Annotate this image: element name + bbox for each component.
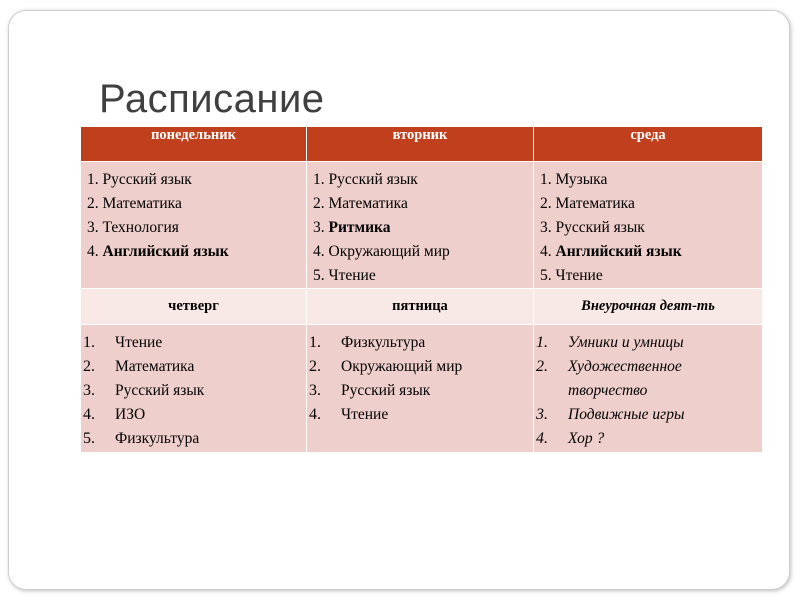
item-number: 1. bbox=[536, 334, 548, 351]
item-text: Чтение bbox=[115, 334, 163, 351]
item-number: 3. bbox=[87, 219, 103, 236]
item-number: 1. bbox=[83, 334, 95, 351]
item-text: Физкультура bbox=[115, 430, 200, 447]
item-number: 3. bbox=[536, 406, 548, 423]
item-number: 4. bbox=[87, 243, 103, 260]
list-item bbox=[534, 331, 762, 355]
header-friday: пятница bbox=[307, 289, 534, 325]
list-item bbox=[81, 427, 306, 451]
item-text: Хор ? bbox=[568, 430, 605, 447]
list-item bbox=[313, 264, 533, 288]
header-tuesday: вторник bbox=[307, 127, 534, 162]
item-number: 2. bbox=[87, 195, 103, 212]
item-number: 5. bbox=[313, 267, 329, 284]
item-number: 4. bbox=[313, 243, 329, 260]
list-item bbox=[307, 355, 533, 379]
list-item bbox=[313, 216, 533, 240]
item-text: Окружающий мир bbox=[328, 243, 450, 260]
list-item bbox=[87, 216, 306, 240]
header-wednesday: среда bbox=[534, 127, 763, 162]
item-number: 1. bbox=[540, 171, 556, 188]
schedule-table bbox=[80, 126, 763, 453]
list-item bbox=[540, 216, 762, 240]
item-text: Математика bbox=[102, 195, 182, 212]
list-item bbox=[540, 264, 762, 288]
item-text: Физкультура bbox=[341, 334, 426, 351]
item-number: 5. bbox=[83, 430, 95, 447]
item-text: Русский язык bbox=[555, 219, 645, 236]
item-number: 4. bbox=[536, 430, 548, 447]
item-text: Английский язык bbox=[102, 243, 229, 260]
header-extracurricular: Внеурочная деят-ть bbox=[534, 289, 763, 325]
item-text: Русский язык bbox=[115, 382, 205, 399]
list-item bbox=[81, 379, 306, 403]
list-item bbox=[87, 240, 306, 264]
item-number: 2. bbox=[536, 358, 548, 375]
item-number: 1. bbox=[87, 171, 103, 188]
cell-extracurricular bbox=[534, 325, 763, 453]
list-item bbox=[540, 240, 762, 264]
list-item bbox=[313, 168, 533, 192]
list-item bbox=[313, 240, 533, 264]
item-number: 3. bbox=[309, 382, 321, 399]
item-text: Математика bbox=[115, 358, 195, 375]
list-item bbox=[81, 355, 306, 379]
list-item bbox=[540, 168, 762, 192]
item-text: Художественное творчество bbox=[568, 358, 682, 399]
item-text: ИЗО bbox=[115, 406, 146, 423]
list-item bbox=[534, 403, 762, 427]
item-number: 2. bbox=[540, 195, 556, 212]
header-thursday: четверг bbox=[81, 289, 307, 325]
cell-wednesday bbox=[534, 162, 763, 289]
item-number: 1. bbox=[313, 171, 329, 188]
item-text: Математика bbox=[328, 195, 408, 212]
item-number: 5. bbox=[540, 267, 556, 284]
item-text: Окружающий мир bbox=[341, 358, 463, 375]
slide-title: Расписание bbox=[99, 77, 325, 121]
item-number: 4. bbox=[309, 406, 321, 423]
list-item bbox=[313, 192, 533, 216]
list-item bbox=[534, 427, 762, 451]
item-text: Чтение bbox=[341, 406, 389, 423]
item-text: Чтение bbox=[328, 267, 376, 284]
item-number: 3. bbox=[83, 382, 95, 399]
list-item bbox=[87, 192, 306, 216]
list-item bbox=[81, 403, 306, 427]
item-text: Русский язык bbox=[341, 382, 431, 399]
list-item bbox=[540, 192, 762, 216]
list-item bbox=[534, 355, 762, 403]
cell-friday bbox=[307, 325, 534, 453]
header-monday: понедельник bbox=[81, 127, 307, 162]
cell-thursday bbox=[81, 325, 307, 453]
item-number: 2. bbox=[83, 358, 95, 375]
cell-tuesday bbox=[307, 162, 534, 289]
item-text: Технология bbox=[102, 219, 179, 236]
list-item bbox=[307, 379, 533, 403]
item-number: 1. bbox=[309, 334, 321, 351]
list-item bbox=[307, 331, 533, 355]
item-number: 2. bbox=[313, 195, 329, 212]
item-text: Подвижные игры bbox=[568, 406, 685, 423]
item-text: Музыка bbox=[555, 171, 608, 188]
item-number: 2. bbox=[309, 358, 321, 375]
item-text: Русский язык bbox=[328, 171, 418, 188]
item-text: Ритмика bbox=[328, 219, 391, 236]
item-text: Английский язык bbox=[555, 243, 682, 260]
item-number: 4. bbox=[83, 406, 95, 423]
item-number: 4. bbox=[540, 243, 556, 260]
item-text: Математика bbox=[555, 195, 635, 212]
item-number: 3. bbox=[540, 219, 556, 236]
item-text: Умники и умницы bbox=[568, 334, 684, 351]
list-item bbox=[81, 331, 306, 355]
item-text: Чтение bbox=[555, 267, 603, 284]
list-item bbox=[87, 168, 306, 192]
item-text: Русский язык bbox=[102, 171, 192, 188]
cell-monday bbox=[81, 162, 307, 289]
item-number: 3. bbox=[313, 219, 329, 236]
list-item bbox=[307, 403, 533, 427]
